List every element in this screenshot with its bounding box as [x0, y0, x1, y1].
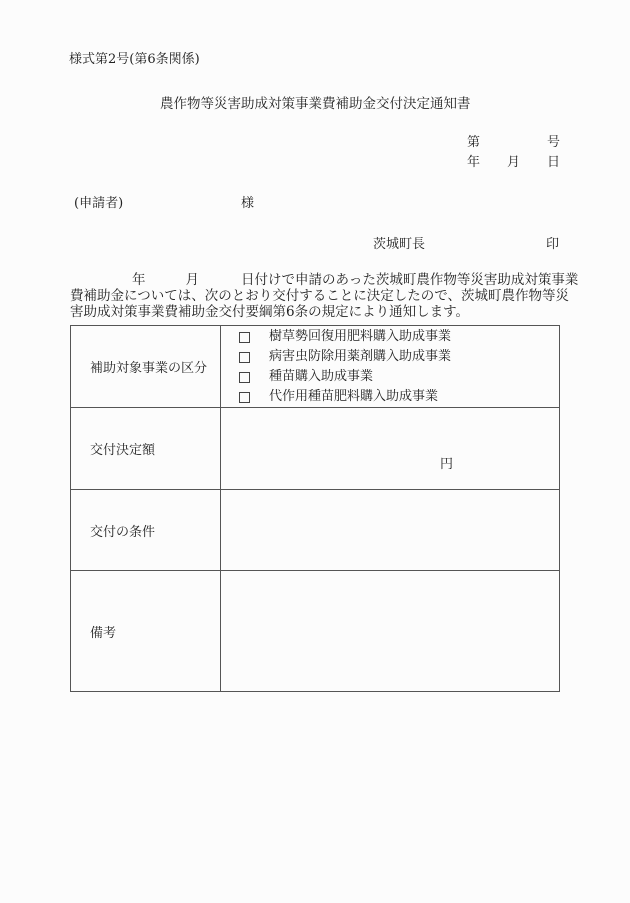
- option-label: 種苗購入助成事業: [269, 369, 374, 384]
- yen-unit: 円: [440, 457, 454, 472]
- notice-body-line-2: 費補助金については、次のとおり交付することに決定したので、茨城町農作物等災: [70, 288, 569, 304]
- form-number: 様式第2号(第6条関係): [69, 52, 200, 67]
- option-label: 代作用種苗肥料購入助成事業: [269, 389, 439, 404]
- applicant-honorific: 様: [241, 196, 255, 211]
- issue-date-day: 日: [546, 155, 560, 170]
- grant-amount-label: 交付決定額: [71, 408, 221, 490]
- issuer-seal: 印: [546, 237, 560, 252]
- table-row-remarks: [71, 571, 560, 692]
- conditions-field[interactable]: [221, 490, 560, 571]
- option-fertilizer-recovery[interactable]: [239, 327, 559, 347]
- checkbox-icon[interactable]: [239, 372, 250, 383]
- body-year: 年: [132, 272, 146, 288]
- decision-table: [70, 325, 560, 692]
- document-title: 農作物等災害助成対策事業費補助金交付決定通知書: [160, 96, 471, 112]
- grant-amount-field[interactable]: [221, 408, 560, 490]
- remarks-label: 備考: [71, 571, 221, 692]
- reference-number-prefix: 第: [467, 135, 481, 150]
- option-label: 病害虫防除用薬剤購入助成事業: [269, 349, 452, 364]
- body-line1-rest: 日付けで申請のあった茨城町農作物等災害助成対策事業: [241, 272, 579, 288]
- table-row-conditions: [71, 490, 560, 571]
- conditions-label: 交付の条件: [71, 490, 221, 571]
- option-replacement-crop[interactable]: [239, 387, 559, 407]
- reference-number-suffix: 号: [546, 135, 560, 150]
- project-category-options: [221, 326, 560, 408]
- issue-date-year: 年: [467, 155, 481, 170]
- option-label: 樹草勢回復用肥料購入助成事業: [269, 329, 452, 344]
- notice-body-line-1: [70, 272, 579, 288]
- option-seed-purchase[interactable]: [239, 367, 559, 387]
- notice-body-line-3: 害助成対策事業費補助金交付要綱第6条の規定により通知します。: [70, 304, 470, 320]
- issuer-name: 茨城町長: [373, 237, 426, 252]
- table-row-project-category: [71, 326, 560, 408]
- remarks-field[interactable]: [221, 571, 560, 692]
- applicant-label: (申請者): [74, 196, 124, 211]
- checkbox-icon[interactable]: [239, 392, 250, 403]
- issue-date-month: 月: [507, 155, 521, 170]
- option-pest-control[interactable]: [239, 347, 559, 367]
- checkbox-icon[interactable]: [239, 332, 250, 343]
- body-month: 月: [185, 272, 199, 288]
- table-row-grant-amount: [71, 408, 560, 490]
- notice-body: [70, 272, 579, 320]
- checkbox-icon[interactable]: [239, 352, 250, 363]
- project-category-label: 補助対象事業の区分: [71, 326, 221, 408]
